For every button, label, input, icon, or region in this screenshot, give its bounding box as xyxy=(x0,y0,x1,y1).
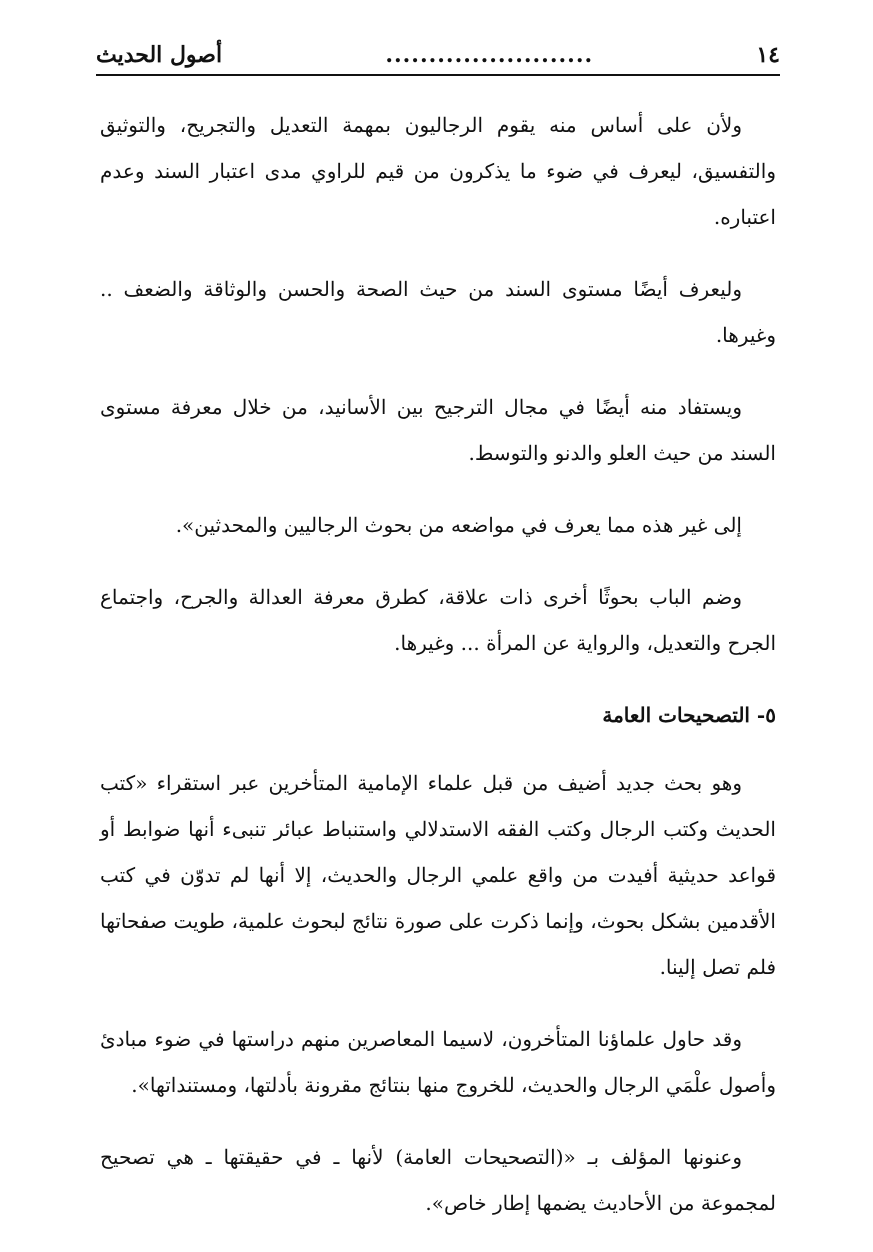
paragraph: وضم الباب بحوثًا أخرى ذات علاقة، كطرق معرفة العدالة والجرح، واجتماع الجرح والتعديل، والرواية عن المرأة ... وغيرها. xyxy=(100,585,776,655)
page-number: ١٤ xyxy=(756,42,780,68)
paragraph: إلى غير هذه مما يعرف في مواضعه من بحوث الرجاليين والمحدثين». xyxy=(175,513,742,537)
paragraph: ويستفاد منه أيضًا في مجال الترجيح بين الأسانيد، من خلال معرفة مستوى السند من حيث العلو والدنو والتوسط. xyxy=(100,395,776,465)
paragraph: وليعرف أيضًا مستوى السند من حيث الصحة والحسن والوثاقة والضعف .. وغيرها. xyxy=(100,277,776,347)
page-body xyxy=(100,102,776,1252)
paragraph: وقد حاول علماؤنا المتأخرون، لاسيما المعاصرين منهم دراستها في ضوء مبادئ وأصول علْمَي الرجال والحديث، للخروج منها بنتائج مقرونة بأدلتها، ومستنداتها». xyxy=(100,1027,776,1097)
header-dot-leader: ........................ xyxy=(385,42,594,68)
running-title: أصول الحديث xyxy=(96,42,223,68)
section-heading: ٥- التصحيحات العامة xyxy=(602,703,776,727)
paragraph: وهو بحث جديد أضيف من قبل علماء الإمامية المتأخرين عبر استقراء «كتب الحديث وكتب الرجال وكتب الفقه الاستدلالي واستنباط عبائر تنبىء أنها ضوابط أو قواعد حديثية أفيدت من واقع علمي الرجال والحديث، إلا أنها لم تدوّن في كتب الأقدمين بشكل بحوث، وإنما ذكرت على صورة نتائج لبحوث علمية، طويت صفحاتها فلم تصل إلينا. xyxy=(100,771,776,979)
header-rule xyxy=(96,74,780,76)
paragraph: وعنونها المؤلف بـ «(التصحيحات العامة) لأنها ـ في حقيقتها ـ هي تصحيح لمجموعة من الأحاديث يضمها إطار خاص». xyxy=(100,1145,776,1215)
page-header xyxy=(96,30,780,74)
paragraph: ولأن على أساس منه يقوم الرجاليون بمهمة التعديل والتجريح، والتوثيق والتفسيق، ليعرف في ضوء ما يذكرون من قيم للراوي مدى اعتبار السند وعدم اعتباره. xyxy=(100,113,776,229)
